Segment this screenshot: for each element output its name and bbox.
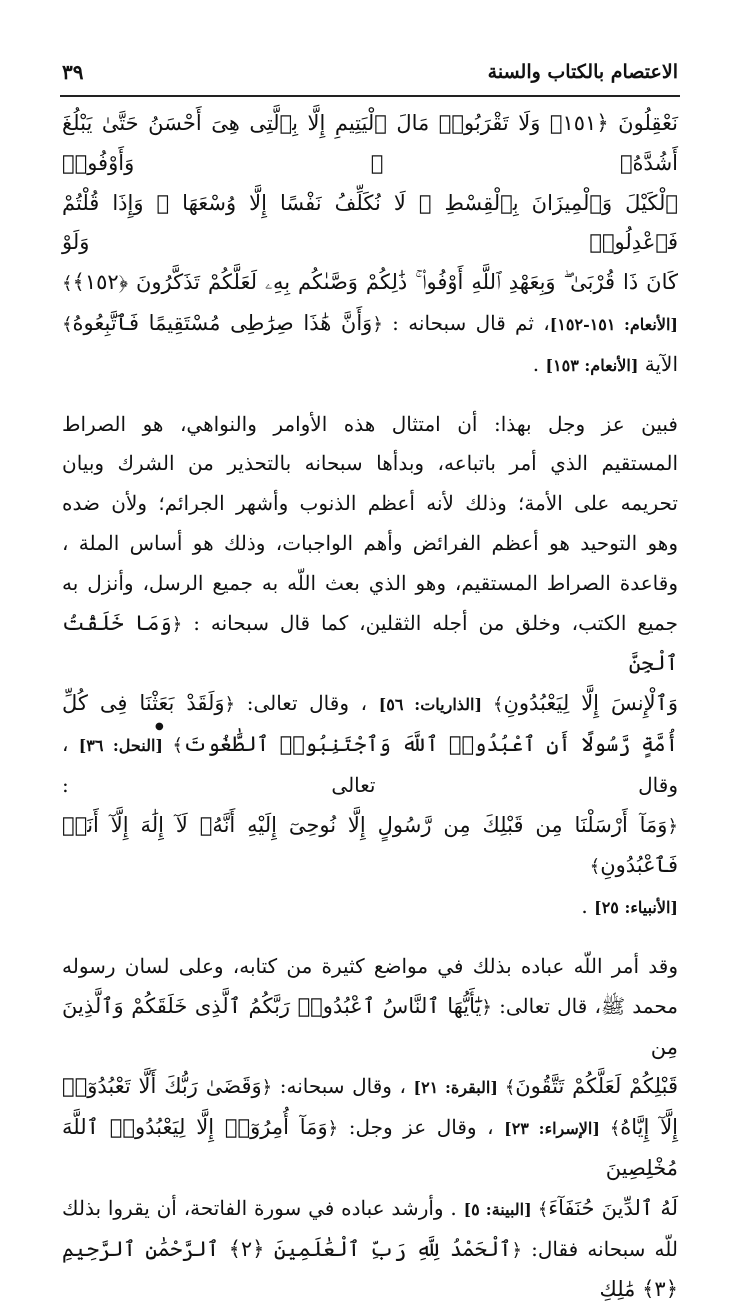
text-line [62, 524, 678, 564]
paragraph [62, 104, 678, 386]
quran-verse-text: وَمَآ أَرْسَلْنَا مِن قَبْلِكَ مِن رَّسُولٍ إِلَّا نُوحِىٓ إِلَيْهِ أَنَّهُۥ لَآ إِلَٰهَ إِلَّآ أَنَا۠ فَٱعْبُدُونِ [62, 812, 678, 878]
ornate-bracket: ﴿ [261, 1077, 273, 1099]
verse-reference: [الأنعام: ١٥٣] [545, 355, 639, 375]
text-line [62, 987, 678, 1068]
ornate-bracket: ﴾ [504, 1077, 516, 1099]
prose-text: . [581, 894, 595, 919]
prose-text: ، وقال تعالى: [235, 691, 379, 716]
verse-reference: [الإسراء: ٢٣] [504, 1119, 610, 1139]
prose-text: وقاعدة الصراط المستقيم، وهو الذي بعث اللّه به جميع الرسل، وأنزل به [62, 570, 678, 595]
prose-text: . [532, 351, 546, 376]
quran-verse-text: وَلَقَدْ بَعَثْنَا فِى كُلِّ [62, 691, 225, 716]
prose-text: ، ثم قال سبحانه : [382, 310, 550, 335]
page-number: ٣٩ [62, 60, 84, 84]
prose-text: فبين عز وجل بهذا: أن امتثال هذه الأوامر والنواهي، هو الصراط [62, 411, 678, 436]
prose-text: وقد أمر اللّه عباده بذلك في مواضع كثيرة من كتابه، وعلى لسان رسوله [62, 953, 678, 978]
quran-verse-text: وَمَآ أُمِرُوٓا۟ إِلَّا لِيَعْبُدُوا۟ ٱللَّهَ مُخْلِصِينَ [62, 1115, 678, 1180]
ornate-bracket: ﴾ [62, 273, 73, 295]
body-text [62, 104, 678, 1310]
text-line [62, 604, 678, 685]
quran-verse-text: إِلَّآ إِيَّاهُ [620, 1115, 678, 1140]
prose-text: الآية [638, 351, 678, 376]
paragraph [62, 405, 678, 928]
text-line [62, 887, 678, 928]
ornate-bracket: ﴾ [609, 1118, 621, 1140]
quran-verse-text: وَأَنَّ هَٰذَا صِرَٰطِى مُسْتَقِيمًا فَٱتَّبِعُوهُ [72, 310, 373, 335]
header-divider [60, 95, 680, 97]
ornate-bracket: ﴿ [481, 996, 492, 1018]
verse-reference: [الأنبياء: ٢٥] [594, 898, 678, 918]
text-line [62, 1108, 678, 1189]
prose-text: . وأرشد عباده في سورة الفاتحة، أن يقروا بذلك [62, 1195, 464, 1220]
prose-text: محمد ﷺ، قال تعالى: [491, 993, 678, 1018]
prose-text: ، وقال سبحانه: [272, 1074, 414, 1099]
quran-verse-text: قَبْلِكُمْ لَعَلَّكُمْ تَتَّقُونَ [515, 1074, 678, 1099]
ornate-bracket: ﴾ [589, 856, 601, 878]
quran-verse-text: ٱلْكَيْلَ وَٱلْمِيزَانَ بِٱلْقِسْطِ ۖ لَا نُكَلِّفُ نَفْسًا إِلَّا وُسْعَهَا ۖ وَإِذَا قُلْتُمْ فَٱعْدِلُوا۟ وَلَوْ [62, 190, 679, 255]
header-title: الاعتصام بالكتاب والسنة [487, 61, 678, 83]
text-line [62, 345, 678, 386]
quran-verse-text: وَٱلْإِنسَ إِلَّا لِيَعْبُدُونِ [503, 691, 679, 716]
ornate-bracket: ﴿ [372, 313, 383, 335]
verse-reference: [الذاريات: ٥٦] [378, 695, 493, 715]
running-header [62, 52, 678, 92]
quran-verse-text: ٱلْحَمْدُ لِلَّهِ رَبِّ ٱلْعَٰلَمِينَ ﴿٢﴾ ٱلرَّحْمَٰنِ ٱلرَّحِيمِ ﴿٣﴾ مَٰلِكِ [62, 1236, 678, 1302]
ornate-bracket: ﴾ [172, 734, 183, 756]
text-line [62, 263, 678, 304]
ink-dot-mark: ● [155, 721, 164, 732]
prose-text: المستقيم الذي أمر باتباعه، وبدأها سبحانه بالتحذير من الشرك وبيان [62, 451, 678, 476]
ornate-bracket: ﴿ [224, 694, 236, 716]
quran-verse-text: وَقَضَىٰ رَبُّكَ أَلَّا تَعْبُدُوٓا۟ [62, 1074, 262, 1099]
prose-text: وهو التوحيد هو أعظم الفرائض وأهم الواجبات، وذلك هو أساس الملة ، [62, 530, 678, 555]
text-line [62, 1067, 678, 1108]
prose-text: جميع الكتب، وخلق من أجله الثقلين، كما قال سبحانه : [182, 610, 678, 635]
ornate-bracket: ﴾ [537, 1198, 549, 1220]
prose-text: للّه سبحانه فقال: [522, 1236, 678, 1261]
verse-reference: [البقرة: ٢١] [413, 1078, 505, 1098]
quran-verse-text: نَعْقِلُونَ ﴿١٥١﴾ وَلَا تَقْرَبُوا۟ مَالَ ٱلْيَتِيمِ إِلَّا بِٱلَّتِى هِىَ أَحْسَنُ حَتَّىٰ يَبْلُغَ أَشُدَّهُۥ ۖ وَأَوْفُوا۟ [62, 111, 678, 175]
quran-verse-text: أُمَّةٍ رَّسُولًا أَنِ ٱعْبُدُوا۟ ٱللَّهَ وَٱجْتَنِبُوا۟ ٱلطَّٰغُوتَ [182, 731, 679, 756]
paragraph-gap [62, 386, 678, 405]
text-line [62, 184, 678, 264]
text-line [62, 947, 678, 987]
text-line [62, 405, 678, 445]
text-line [62, 1189, 678, 1230]
text-line [62, 484, 678, 524]
prose-text: ، وقال تعالى : [62, 731, 678, 797]
ornate-bracket: ﴾ [62, 313, 73, 335]
text-line [62, 444, 678, 484]
text-line [62, 684, 678, 725]
verse-reference: [الأنعام: ١٥١-١٥٢] [549, 314, 678, 334]
ornate-bracket: ﴿ [511, 1239, 523, 1261]
ornate-bracket: ﴿ [667, 815, 678, 837]
quran-verse-text: يَٰٓأَيُّهَا ٱلنَّاسُ ٱعْبُدُوا۟ رَبَّكُمُ ٱلَّذِى خَلَقَكُمْ وَٱلَّذِينَ مِن [62, 993, 678, 1059]
verse-reference: [النحل: ٣٦] [78, 735, 173, 755]
ornate-bracket: ﴾ [492, 694, 504, 716]
text-line [62, 304, 678, 345]
paragraph-gap [62, 928, 678, 947]
verse-reference: [البينة: ٥] [463, 1199, 538, 1219]
quran-verse-text: وَمَا خَلَقْتُ ٱلْجِنَّ [62, 610, 678, 676]
ornate-bracket: ﴿ [171, 613, 183, 635]
ornate-bracket: ﴿ [327, 1118, 339, 1140]
quran-verse-text: كَانَ ذَا قُرْبَىٰ ۖ وَبِعَهْدِ ٱللَّهِ أَوْفُوا۟ ۚ ذَٰلِكُمْ وَصَّىٰكُم بِهِۦ لَعَلَّكُمْ تَذَكَّرُونَ ﴿١٥٢﴾ [72, 270, 678, 295]
text-line [62, 1230, 678, 1310]
text-line [62, 564, 678, 604]
text-line [62, 806, 678, 888]
text-line [62, 725, 678, 806]
prose-text: تحريمه على الأمة؛ وذلك لأنه أعظم الذنوب وأشهر الجرائم؛ ولأن ضده [62, 491, 678, 516]
prose-text: ، وقال عز وجل: [338, 1115, 505, 1140]
paragraph [62, 947, 678, 1310]
quran-verse-text: لَهُ ٱلدِّينَ حُنَفَآءَ [548, 1195, 678, 1220]
text-line [62, 104, 678, 184]
